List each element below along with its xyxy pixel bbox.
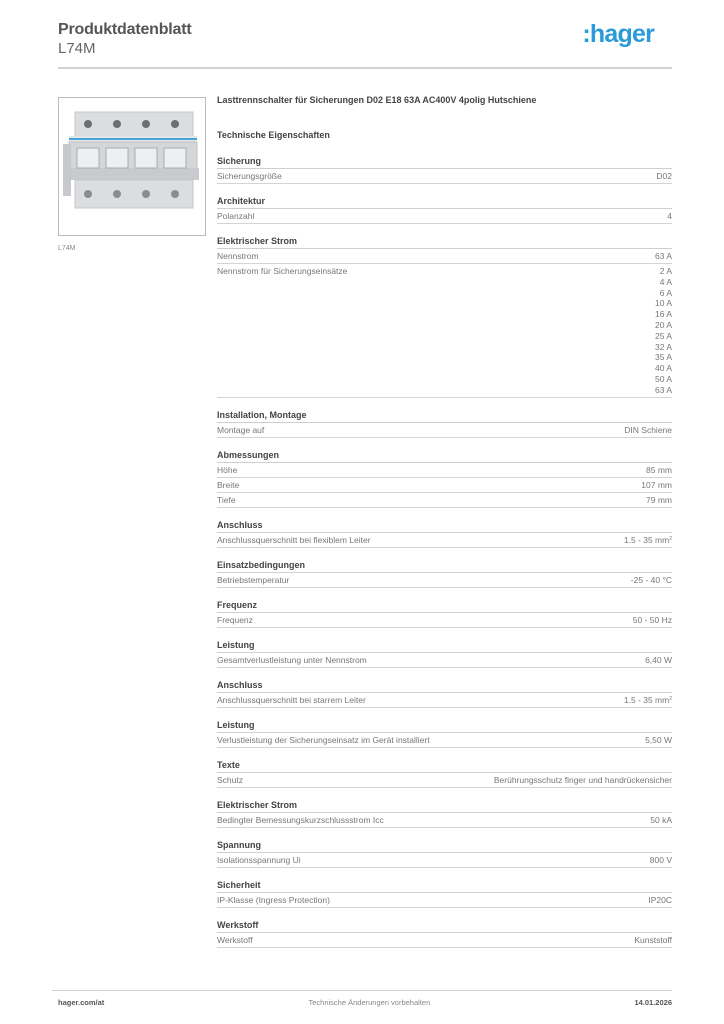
spec-value: 10 A bbox=[654, 298, 672, 309]
spec-value-wrap bbox=[656, 171, 672, 182]
spec-value: 1.5 - 35 mm bbox=[623, 535, 670, 546]
spec-value-wrap bbox=[624, 535, 672, 546]
spec-row bbox=[217, 533, 672, 548]
section-heading: Elektrischer Strom bbox=[217, 235, 672, 249]
spec-label: Werkstoff bbox=[217, 935, 253, 946]
spec-value: 63 A bbox=[654, 384, 672, 395]
spec-section bbox=[217, 919, 672, 948]
disclaimer-note: Technische Änderungen vorbehalten bbox=[308, 998, 431, 1007]
spec-label: Verlustleistung der Sicherungseinsatz im Gerät installiert bbox=[217, 735, 430, 746]
spec-label: Betriebstemperatur bbox=[217, 575, 290, 586]
spec-section bbox=[217, 519, 672, 548]
spec-section bbox=[217, 839, 672, 868]
section-heading: Sicherheit bbox=[217, 879, 672, 893]
spec-section bbox=[217, 599, 672, 628]
spec-row bbox=[217, 653, 672, 668]
spec-value-wrap bbox=[650, 855, 672, 866]
spec-value: 50 A bbox=[654, 373, 672, 384]
spec-value-wrap bbox=[641, 480, 672, 491]
image-caption: L74M bbox=[58, 245, 76, 252]
spec-row bbox=[217, 264, 672, 398]
section-heading: Architektur bbox=[217, 195, 672, 209]
website-link[interactable]: hager.com/at bbox=[58, 998, 105, 1007]
spec-value: 20 A bbox=[654, 319, 672, 330]
section-heading: Leistung bbox=[217, 719, 672, 733]
page-footer bbox=[58, 998, 672, 1007]
spec-section bbox=[217, 799, 672, 828]
spec-section bbox=[217, 235, 672, 398]
document-date: 14.01.2026 bbox=[634, 998, 672, 1007]
spec-value-wrap bbox=[646, 495, 672, 506]
spec-value-wrap bbox=[633, 615, 672, 626]
document-title: Produktdatenblatt bbox=[58, 21, 192, 38]
section-heading: Installation, Montage bbox=[217, 409, 672, 423]
spec-value: 2 A bbox=[659, 266, 672, 276]
unit-superscript: 2 bbox=[669, 696, 672, 703]
spec-section bbox=[217, 409, 672, 438]
spec-value-wrap bbox=[624, 425, 672, 436]
spec-section bbox=[217, 155, 672, 184]
spec-value-wrap bbox=[631, 575, 672, 586]
spec-label: Anschlussquerschnitt bei starrem Leiter bbox=[217, 695, 366, 706]
spec-label: IP-Klasse (Ingress Protection) bbox=[217, 895, 330, 906]
spec-value: 32 A bbox=[654, 341, 672, 352]
spec-value: 25 A bbox=[654, 330, 672, 341]
section-heading: Leistung bbox=[217, 639, 672, 653]
spec-value: 4 A bbox=[659, 276, 672, 287]
spec-label: Anschlussquerschnitt bei flexiblem Leiter bbox=[217, 535, 371, 546]
spec-row bbox=[217, 573, 672, 588]
section-heading: Texte bbox=[217, 759, 672, 773]
spec-label: Tiefe bbox=[217, 495, 236, 506]
product-image bbox=[58, 97, 206, 236]
spec-value-wrap bbox=[494, 775, 672, 786]
spec-value-wrap bbox=[650, 815, 672, 826]
spec-value-wrap bbox=[645, 655, 672, 666]
spec-row bbox=[217, 423, 672, 438]
spec-value: 6,40 W bbox=[645, 655, 672, 666]
fuse-switch-illustration bbox=[59, 98, 205, 235]
spec-label: Breite bbox=[217, 480, 240, 491]
spec-row bbox=[217, 893, 672, 908]
spec-label: Isolationsspannung Ui bbox=[217, 855, 301, 866]
hager-logo: :hager bbox=[582, 20, 654, 48]
spec-value: 800 V bbox=[649, 855, 672, 866]
spec-row bbox=[217, 463, 672, 478]
product-code: L74M bbox=[58, 40, 96, 57]
footer-divider bbox=[52, 990, 672, 991]
spec-value-wrap bbox=[655, 251, 672, 262]
spec-value: Kunststoff bbox=[634, 935, 672, 946]
spec-value: Berührungsschutz finger und handrückensicher bbox=[493, 775, 672, 786]
spec-section bbox=[217, 449, 672, 508]
section-heading: Abmessungen bbox=[217, 449, 672, 463]
spec-value-wrap bbox=[624, 695, 672, 706]
spec-row bbox=[217, 813, 672, 828]
spec-row bbox=[217, 693, 672, 708]
spec-row bbox=[217, 933, 672, 948]
spec-row bbox=[217, 169, 672, 184]
tech-properties-heading: Technische Eigenschaften bbox=[217, 130, 330, 140]
section-heading: Werkstoff bbox=[217, 919, 672, 933]
spec-value: 40 A bbox=[654, 363, 672, 374]
spec-label: Polanzahl bbox=[217, 211, 255, 221]
spec-value-wrap bbox=[646, 465, 672, 476]
section-heading: Frequenz bbox=[217, 599, 672, 613]
section-heading: Einsatzbedingungen bbox=[217, 559, 672, 573]
spec-value: -25 - 40 °C bbox=[630, 575, 672, 586]
spec-value: 107 mm bbox=[641, 480, 672, 491]
header-divider bbox=[58, 67, 672, 69]
spec-row bbox=[217, 853, 672, 868]
section-heading: Anschluss bbox=[217, 679, 672, 693]
spec-value: 85 mm bbox=[646, 465, 672, 476]
spec-value: 35 A bbox=[654, 352, 672, 363]
spec-value-wrap bbox=[645, 735, 672, 746]
spec-label: Nennstrom für Sicherungseinsätze bbox=[217, 266, 348, 276]
product-details bbox=[217, 94, 672, 959]
spec-value-wrap bbox=[667, 211, 672, 222]
spec-value: 79 mm bbox=[646, 495, 672, 506]
spec-label: Schutz bbox=[217, 775, 243, 786]
spec-row bbox=[217, 478, 672, 493]
spec-label: Höhe bbox=[217, 465, 238, 476]
spec-value: 16 A bbox=[654, 309, 672, 320]
spec-section bbox=[217, 879, 672, 908]
spec-value: IP20C bbox=[648, 895, 672, 906]
spec-value: 4 bbox=[667, 211, 672, 221]
spec-value: 1.5 - 35 mm bbox=[623, 695, 670, 706]
spec-row bbox=[217, 493, 672, 508]
unit-superscript: 2 bbox=[669, 536, 672, 543]
section-heading: Sicherung bbox=[217, 155, 672, 169]
spec-value: 50 - 50 Hz bbox=[632, 615, 672, 626]
section-heading: Spannung bbox=[217, 839, 672, 853]
spec-value-list bbox=[655, 266, 672, 396]
spec-row bbox=[217, 249, 672, 264]
spec-label: Nennstrom bbox=[217, 251, 259, 261]
spec-value: DIN Schiene bbox=[624, 425, 672, 436]
spec-value-wrap bbox=[648, 895, 672, 906]
spec-label: Gesamtverlustleistung unter Nennstrom bbox=[217, 655, 367, 666]
spec-section bbox=[217, 759, 672, 788]
spec-section bbox=[217, 719, 672, 748]
spec-value: 6 A bbox=[659, 287, 672, 298]
spec-value: D02 bbox=[656, 171, 672, 181]
spec-label: Frequenz bbox=[217, 615, 253, 626]
section-heading: Anschluss bbox=[217, 519, 672, 533]
spec-label: Montage auf bbox=[217, 425, 265, 436]
spec-value: 63 A bbox=[654, 251, 672, 261]
section-heading: Elektrischer Strom bbox=[217, 799, 672, 813]
spec-row bbox=[217, 773, 672, 788]
spec-row bbox=[217, 613, 672, 628]
spec-section bbox=[217, 679, 672, 708]
product-title: Lasttrennschalter für Sicherungen D02 E18 63A AC400V 4polig Hutschiene bbox=[217, 95, 537, 105]
spec-section bbox=[217, 559, 672, 588]
spec-value-wrap bbox=[634, 935, 672, 946]
spec-sections bbox=[217, 155, 672, 948]
page-header bbox=[58, 20, 672, 58]
spec-value: 50 kA bbox=[650, 815, 672, 826]
spec-value: 5,50 W bbox=[645, 735, 672, 746]
spec-section bbox=[217, 639, 672, 668]
spec-section bbox=[217, 195, 672, 224]
spec-row bbox=[217, 733, 672, 748]
spec-label: Sicherungsgröße bbox=[217, 171, 282, 181]
spec-label: Bedingter Bemessungskurzschlussstrom Icc bbox=[217, 815, 384, 826]
spec-row bbox=[217, 209, 672, 224]
